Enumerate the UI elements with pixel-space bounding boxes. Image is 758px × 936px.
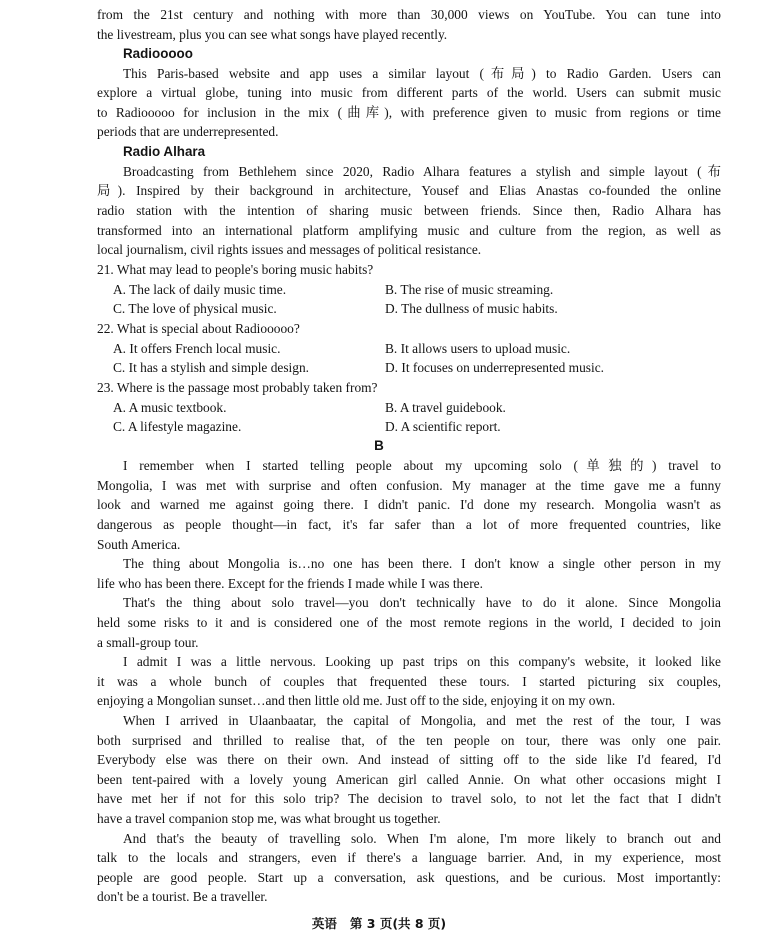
passage-line: look and warned me against going there. I didn't panic. I'd done my research. Mongolia wasn't as: [97, 497, 721, 512]
passage-line: South America.: [97, 537, 181, 552]
section-label-b: B: [374, 438, 384, 453]
passage-line: That's the thing about solo travel—you don't technically have to do it alone. Since Mongolia: [123, 595, 721, 610]
passage-line: I admit I was a little nervous. Looking up past trips on this company's website, it looked like: [123, 654, 721, 669]
answer-option: B. A travel guidebook.: [385, 400, 506, 415]
section-heading-radiooooo: Radiooooo: [123, 46, 193, 61]
answer-option: A. The lack of daily music time.: [113, 282, 287, 297]
passage-line: local journalism, civil rights issues and messages of political resistance.: [97, 242, 482, 257]
passage-line: Broadcasting from Bethlehem since 2020, Radio Alhara features a stylish and simple layout (布: [123, 164, 721, 179]
passage-line: I remember when I started telling people about my upcoming solo (单独的) travel to: [123, 458, 721, 473]
passage-line: 局). Inspired by their background in architecture, Yousef and Elias Anastas co-founded the online: [97, 183, 721, 198]
passage-line: both surprised and thrilled to realise that, of the ten people on tour, there was only one pair.: [97, 733, 721, 748]
answer-option: D. It focuses on underrepresented music.: [385, 360, 605, 375]
question-stem: 21. What may lead to people's boring music habits?: [97, 262, 374, 277]
answer-option: B. It allows users to upload music.: [385, 341, 571, 356]
question-stem: 23. Where is the passage most probably taken from?: [97, 380, 378, 395]
passage-line: from the 21st century and nothing with more than 30,000 views on YouTube. You can tune into: [97, 7, 721, 22]
passage-line: people are good people. Start up a conversation, ask questions, and be curious. Most importantly:: [97, 870, 721, 885]
passage-line: enjoying a Mongolian sunset…and then little old me. Just off to the side, enjoying it on my own.: [97, 693, 616, 708]
passage-line: the livestream, plus you can see what songs have played recently.: [97, 27, 448, 42]
passage-line: it was a whole bunch of couples that frequented these tours. I started picturing six couples,: [97, 674, 721, 689]
answer-option: A. It offers French local music.: [113, 341, 281, 356]
answer-option: C. A lifestyle magazine.: [113, 419, 242, 434]
passage-line: to Radiooooo for inclusion in the mix (曲库), with preference given to music from regions or time: [97, 105, 721, 120]
passage-line: periods that are underrepresented.: [97, 124, 279, 139]
passage-line: Everybody else was there on their own. And instead of sitting off to the side like I'd feared, I'd: [97, 752, 721, 767]
passage-line: Mongolia, I was met with surprise and often confusion. My manager at the time gave me a funny: [97, 478, 721, 493]
answer-option: C. It has a stylish and simple design.: [113, 360, 310, 375]
passage-line: explore a virtual globe, tuning into music from different parts of the world. Users can submit music: [97, 85, 721, 100]
passage-line: The thing about Mongolia is…no one has been there. I don't know a single other person in my: [123, 556, 721, 571]
passage-line: dangerous as people thought—in fact, it's far safer than a lot of more frequented countries, like: [97, 517, 721, 532]
passage-line: This Paris-based website and app uses a similar layout (布局) to Radio Garden. Users can: [123, 66, 721, 81]
passage-line: talk to the locals and strangers, even if there's a language barrier. And, in my experience, most: [97, 850, 721, 865]
answer-option: A. A music textbook.: [113, 400, 227, 415]
passage-line: a small-group tour.: [97, 635, 199, 650]
section-heading-radio-alhara: Radio Alhara: [123, 144, 206, 159]
passage-line: been tent-paired with a lovely young American girl called Annie. On what other occasions might I: [97, 772, 721, 787]
answer-option: C. The love of physical music.: [113, 301, 277, 316]
passage-line: radio station with the intention of sharing music between friends. Since then, Radio Alhara has: [97, 203, 721, 218]
footer-page-number: 第 3 页(共 8 页): [349, 916, 447, 931]
answer-option: D. The dullness of music habits.: [385, 301, 558, 316]
passage-line: life who has been there. Except for the friends I made while I was there.: [97, 576, 483, 591]
passage-line: don't be a tourist. Be a traveller.: [97, 889, 268, 904]
footer-subject: 英语: [311, 916, 337, 931]
question-stem: 22. What is special about Radiooooo?: [97, 321, 300, 336]
passage-line: transformed into an international platform amplifying music and culture from the region, as well as: [97, 223, 721, 238]
passage-line: And that's the beauty of travelling solo. When I'm alone, I'm more likely to branch out and: [123, 831, 721, 846]
passage-line: have met her if not for this solo trip? The decision to travel solo, to not let the fact that I didn't: [97, 791, 721, 806]
answer-option: D. A scientific report.: [385, 419, 501, 434]
passage-line: have a travel companion stop me, was what brought us together.: [97, 811, 441, 826]
passage-line: When I arrived in Ulaanbaatar, the capital of Mongolia, and met the rest of the tour, I was: [123, 713, 721, 728]
passage-line: held some risks to it and is considered one of the most remote regions in the world, I decided to join: [97, 615, 721, 630]
answer-option: B. The rise of music streaming.: [385, 282, 554, 297]
page-footer: [0, 916, 758, 932]
